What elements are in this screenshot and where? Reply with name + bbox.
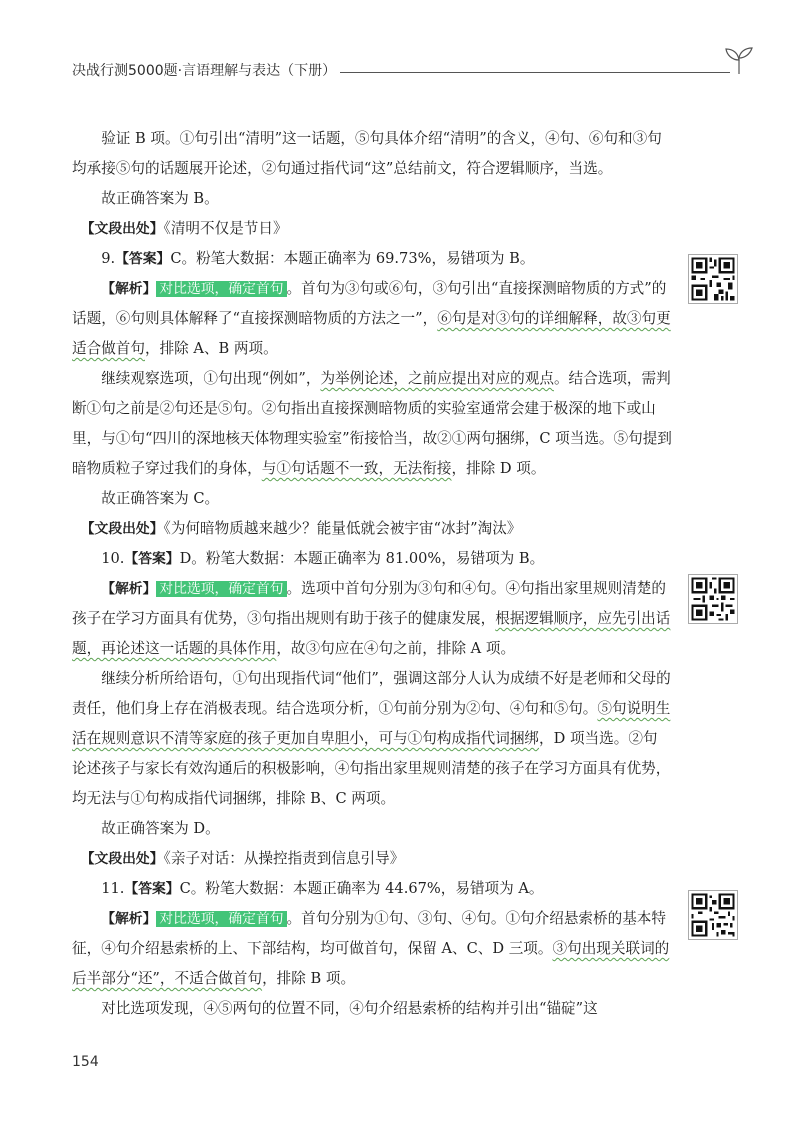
question-number: 9. [101,250,116,267]
qr-code-icon[interactable] [688,574,738,624]
method-highlight: 对比选项，确定首句 [156,911,286,927]
analysis-label: 【解析】 [101,281,157,297]
analysis-label: 【解析】 [101,581,157,597]
question-11-answer [72,874,672,904]
source-text: 《为何暗物质越来越少？能量低就会被宇宙“冰封”淘汰》 [163,520,522,537]
key-point: 为举例论述，之前应提出对应的观点 [320,370,554,387]
answer-label: 【答案】 [115,251,171,267]
question-11-analysis-2: 对比选项发现，④⑤两句的位置不同，④句介绍悬索桥的结构并引出“锚碇”这 [101,1000,598,1017]
analysis-text: ，排除 A、B 两项。 [144,340,278,357]
question-10-analysis [72,574,672,664]
analysis-text: ，排除 B 项。 [262,970,356,987]
answer-text: C。粉笔大数据：本题正确率为 69.73%，易错项为 B。 [170,250,535,267]
answer-text: D。粉笔大数据：本题正确率为 81.00%，易错项为 B。 [179,550,545,567]
method-highlight: 对比选项，确定首句 [156,281,286,297]
key-point: ⑤句说明生活在规则意识不清等家庭的孩子更加自卑胆小，可与①句构成指代词捆绑 [72,700,671,747]
key-point: ⑥句是对③句的详细解释，故③句更适合做首句 [72,310,671,357]
source-label: 【文段出处】 [80,221,164,237]
analysis-text: ，排除 D 项。 [451,460,546,477]
answer-line: 故正确答案为 C。 [101,490,220,507]
page-number: 154 [72,1054,99,1070]
source-label: 【文段出处】 [80,521,164,537]
question-10-answer [72,544,672,574]
paragraph: 验证 B 项。①句引出“清明”这一话题，⑤句具体介绍“清明”的含义，④句、⑥句和③句均承接⑤句的话题展开论述，②句通过指代词“这”总结前文，符合逻辑顺序，当选。 [72,130,662,177]
answer-label: 【答案】 [124,881,180,897]
question-9-analysis [72,274,672,364]
answer-line: 故正确答案为 D。 [101,820,220,837]
answer-explanations [72,124,672,1024]
source-text: 《清明不仅是节日》 [163,220,288,237]
analysis-text: 。首句为③句或⑥句，③句引出“直接探测暗物质的方式”的话题，⑥句则具体解释了“直接探测暗物质的方法之一”， [72,280,667,327]
analysis-text: ，D 项当选。②句论述孩子与家长有效沟通后的积极影响，④句指出家里规则清楚的孩子在学习方面具有优势，均无法与①句构成指代词捆绑，排除 B、C 两项。 [72,730,671,807]
analysis-text: 继续观察选项，①句出现“例如”， [101,370,321,387]
source-text: 《亲子对话：从操控指责到信息引导》 [163,850,405,867]
key-point: 根据逻辑顺序，应先引出话题，再论述这一话题的具体作用 [72,610,671,657]
question-9-answer [72,244,672,274]
question-9-analysis-2 [72,364,672,484]
source-label: 【文段出处】 [80,851,164,867]
running-header [72,60,742,88]
question-10-analysis-2 [72,664,672,814]
analysis-label: 【解析】 [101,911,157,927]
answer-label: 【答案】 [124,551,180,567]
question-11-analysis [72,904,672,994]
question-number: 11. [101,880,125,897]
answer-line: 故正确答案为 B。 [101,190,219,207]
key-point: 与①句话题不一致，无法衔接 [261,460,452,477]
analysis-text: 继续分析所给语句，①句出现指代词“他们”，强调这部分人认为成绩不好是老师和父母的责任，他们身上存在消极表现。结合选项分析，①句前分别为②句、④句和⑤句。 [72,670,671,717]
analysis-text: ，故③句应在④句之前，排除 A 项。 [276,640,516,657]
source-line [72,844,672,874]
header-rule [340,72,730,73]
analysis-text: 。结合选项，需判断①句之前是②句还是⑤句。②句指出直接探测暗物质的实验室通常会建于极深的地下或山里，与①句“四川的深地核天体物理实验室”衔接恰当，故②①两句捆绑，C 项当选。⑤句提到暗物质粒子穿过我们的身体， [72,370,672,477]
sprout-icon [722,44,756,78]
question-number: 10. [101,550,125,567]
source-line [72,214,672,244]
qr-code-icon[interactable] [688,254,738,304]
analysis-text: 。选项中首句分别为③句和④句。④句指出家里规则清楚的孩子在学习方面具有优势，③句指出规则有助于孩子的健康发展， [72,580,666,627]
answer-text: C。粉笔大数据：本题正确率为 44.67%，易错项为 A。 [179,880,544,897]
method-highlight: 对比选项，确定首句 [156,581,286,597]
qr-code-icon[interactable] [688,890,738,940]
analysis-text: 。首句分别为①句、③句、④句。①句介绍悬索桥的基本特征，④句介绍悬索桥的上、下部结构，均可做首句，保留 A、C、D 三项。 [72,910,666,957]
book-title: 决战行测5000题·言语理解与表达（下册） [72,63,337,79]
source-line [72,514,672,544]
key-point: ③句出现关联词的后半部分“还”，不适合做首句 [72,940,670,987]
